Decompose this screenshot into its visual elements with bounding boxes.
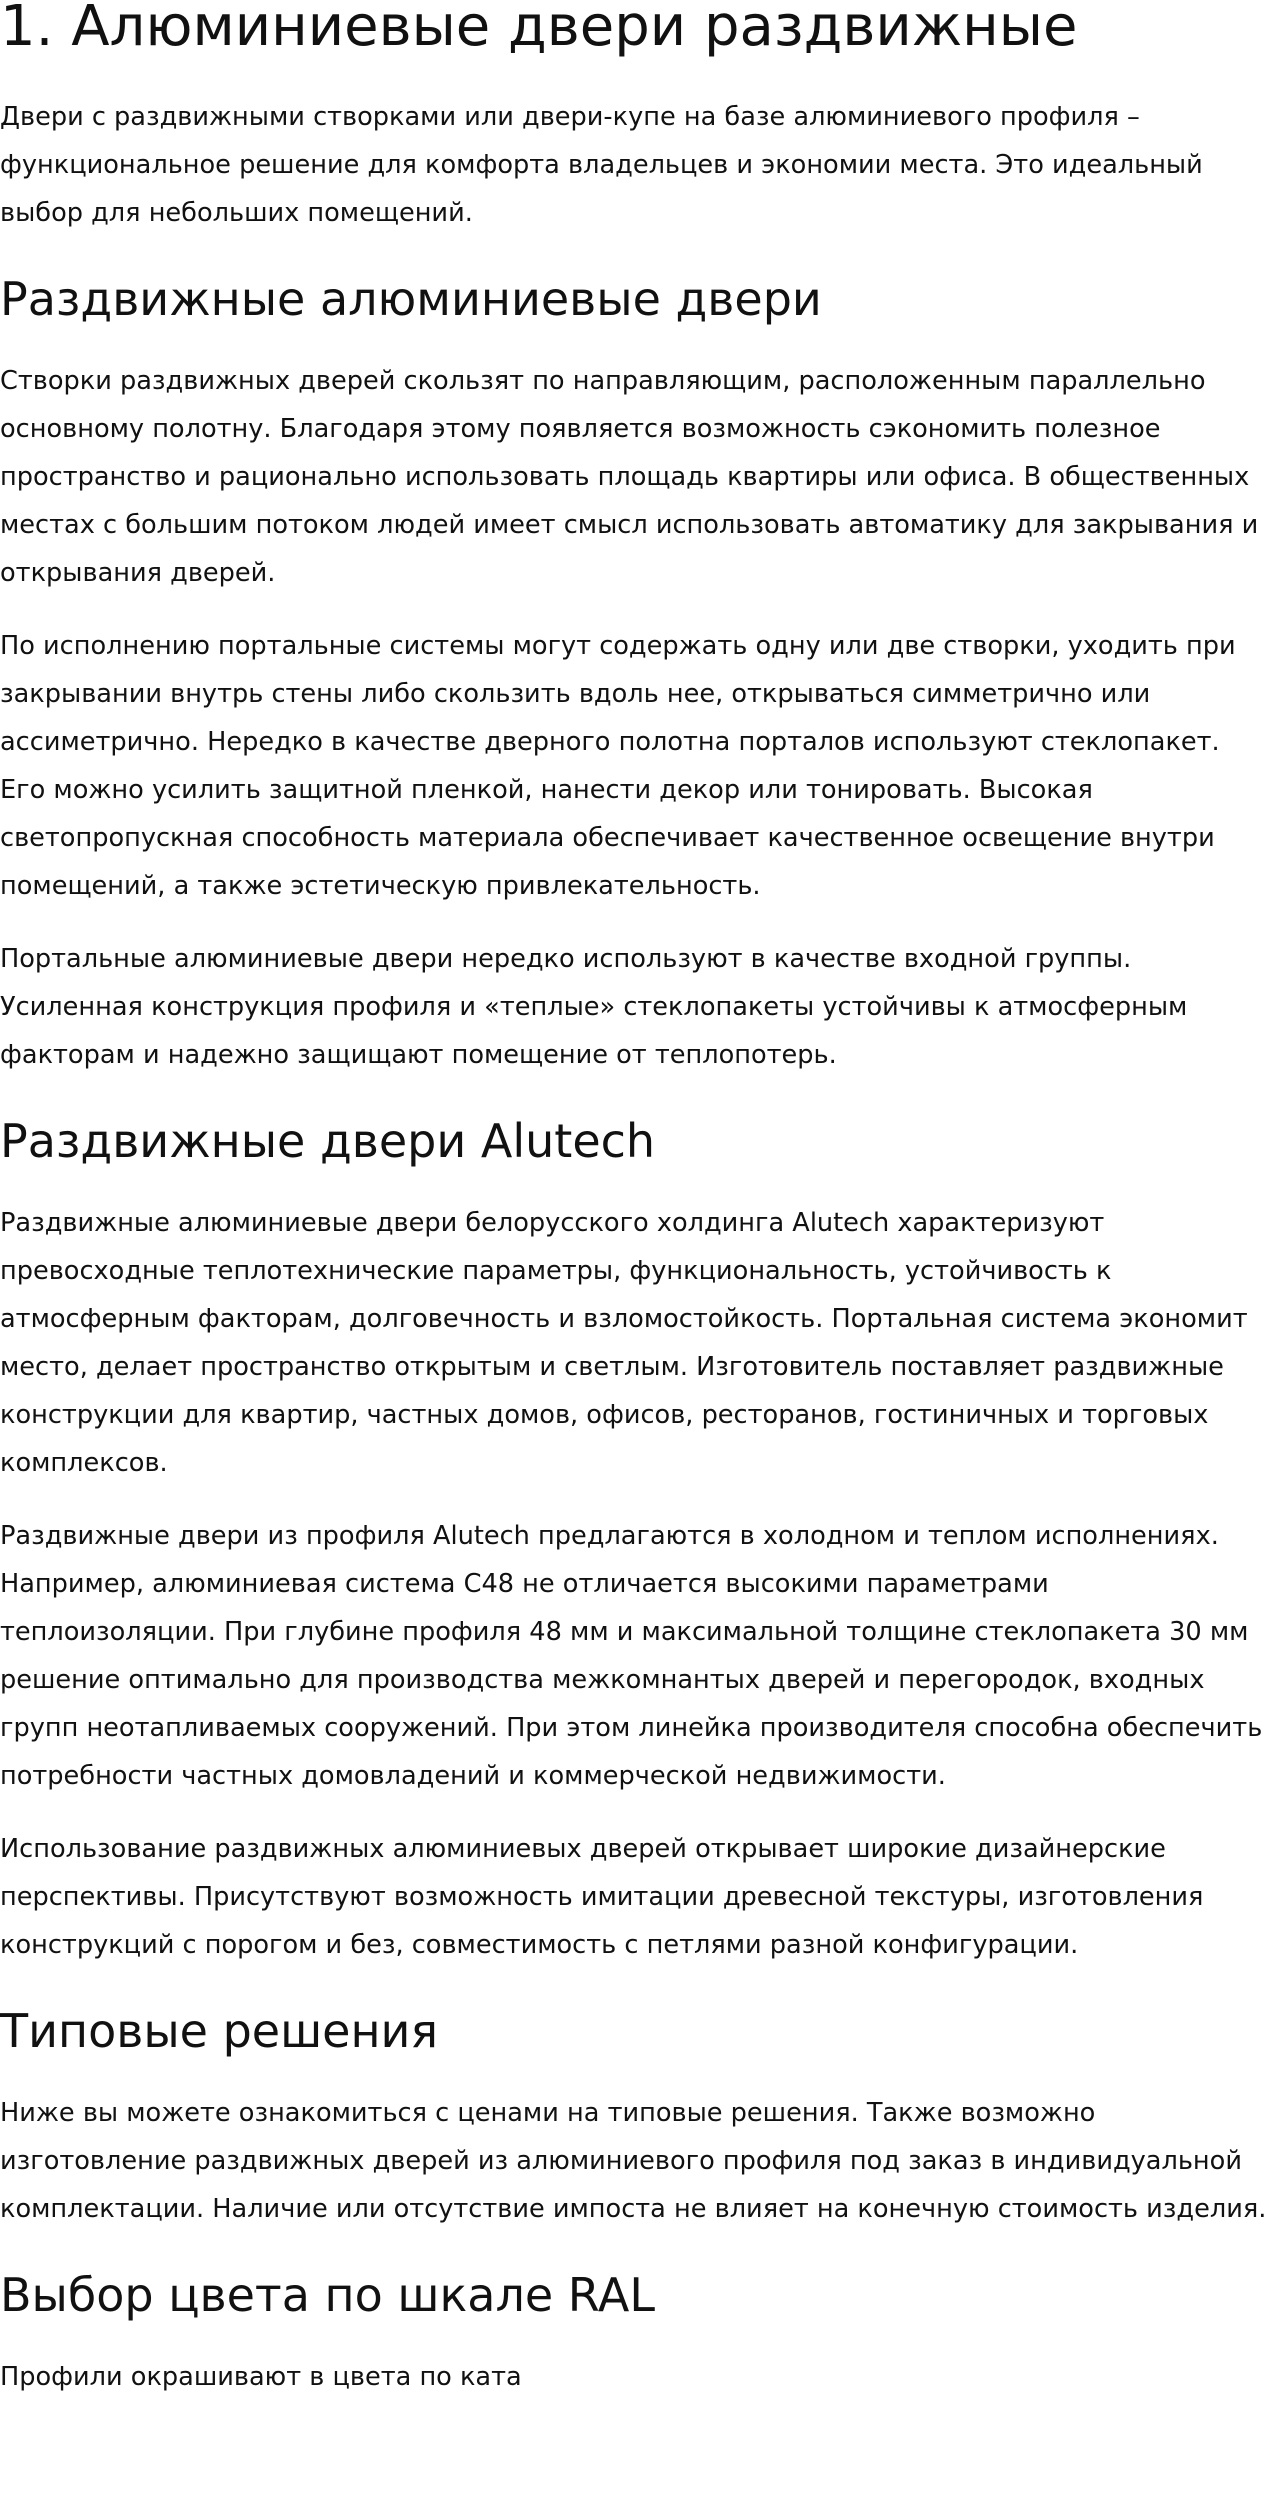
section-paragraph: Использование раздвижных алюминиевых дверей открывает широкие дизайнерские перспективы. Присутствуют возможность имитации древесной текстуры, изготовления конструкций с порогом и без, совместимость с петлями разной конфигурации.	[0, 1834, 1204, 1960]
section-alutech-sliding-doors	[0, 1113, 1270, 1969]
section-paragraph: Раздвижные двери из профиля Alutech предлагаются в холодном и теплом исполнениях. Например, алюминиевая система С48 не отличается высокими параметрами теплоизоляции. При глубине профиля 48 мм и максимальной толщине стеклопакета 30 мм решение оптимально для производства межкомнантых дверей и перегородок, входных групп неотапливаемых сооружений. При этом линейка производителя способна обеспечить потребности частных домовладений и коммерческой недвижимости.	[0, 1521, 1263, 1791]
section-heading: Раздвижные алюминиевые двери	[0, 272, 822, 326]
section-heading: Раздвижные двери Alutech	[0, 1114, 656, 1168]
page-title: 1. Алюминиевые двери раздвижные	[0, 0, 1078, 59]
section-paragraph: Портальные алюминиевые двери нередко используют в качестве входной группы. Усиленная конструкция профиля и «теплые» стеклопакеты устойчивы к атмосферным факторам и надежно защищают помещение от теплопотерь.	[0, 944, 1188, 1070]
intro-paragraph: Двери с раздвижными створками или двери-купе на базе алюминиевого профиля – функциональное решение для комфорта владельцев и экономии места. Это идеальный выбор для небольших помещений.	[0, 102, 1203, 228]
section-ral-color-choice	[0, 2267, 1270, 2401]
section-heading: Выбор цвета по шкале RAL	[0, 2268, 655, 2322]
section-heading: Типовые решения	[0, 2004, 439, 2058]
section-sliding-aluminium-doors	[0, 271, 1270, 1079]
section-paragraph: Ниже вы можете ознакомиться с ценами на типовые решения. Также возможно изготовление раздвижных дверей из алюминиевого профиля под заказ в индивидуальной комплектации. Наличие или отсутствие импоста не влияет на конечную стоимость изделия.	[0, 2098, 1267, 2224]
section-standard-solutions	[0, 2003, 1270, 2233]
section-paragraph: Профили окрашивают в цвета по ката	[0, 2362, 522, 2392]
section-paragraph: Створки раздвижных дверей скользят по направляющим, расположенным параллельно основному полотну. Благодаря этому появляется возможность сэкономить полезное пространство и рационально использовать площадь квартиры или офиса. В общественных местах с большим потоком людей имеет смысл использовать автоматику для закрывания и открывания дверей.	[0, 366, 1259, 588]
section-paragraph: Раздвижные алюминиевые двери белорусского холдинга Alutech характеризуют превосходные теплотехнические параметры, функциональность, устойчивость к атмосферным факторам, долговечность и взломостойкость. Портальная система экономит место, делает пространство открытым и светлым. Изготовитель поставляет раздвижные конструкции для квартир, частных домов, офисов, ресторанов, гостиничных и торговых комплексов.	[0, 1208, 1248, 1478]
section-paragraph: По исполнению портальные системы могут содержать одну или две створки, уходить при закрывании внутрь стены либо скользить вдоль нее, открываться симметрично или ассиметрично. Нередко в качестве дверного полотна порталов используют стеклопакет. Его можно усилить защитной пленкой, нанести декор или тонировать. Высокая светопропускная способность материала обеспечивает качественное освещение внутри помещений, а также эстетическую привлекательность.	[0, 631, 1236, 901]
